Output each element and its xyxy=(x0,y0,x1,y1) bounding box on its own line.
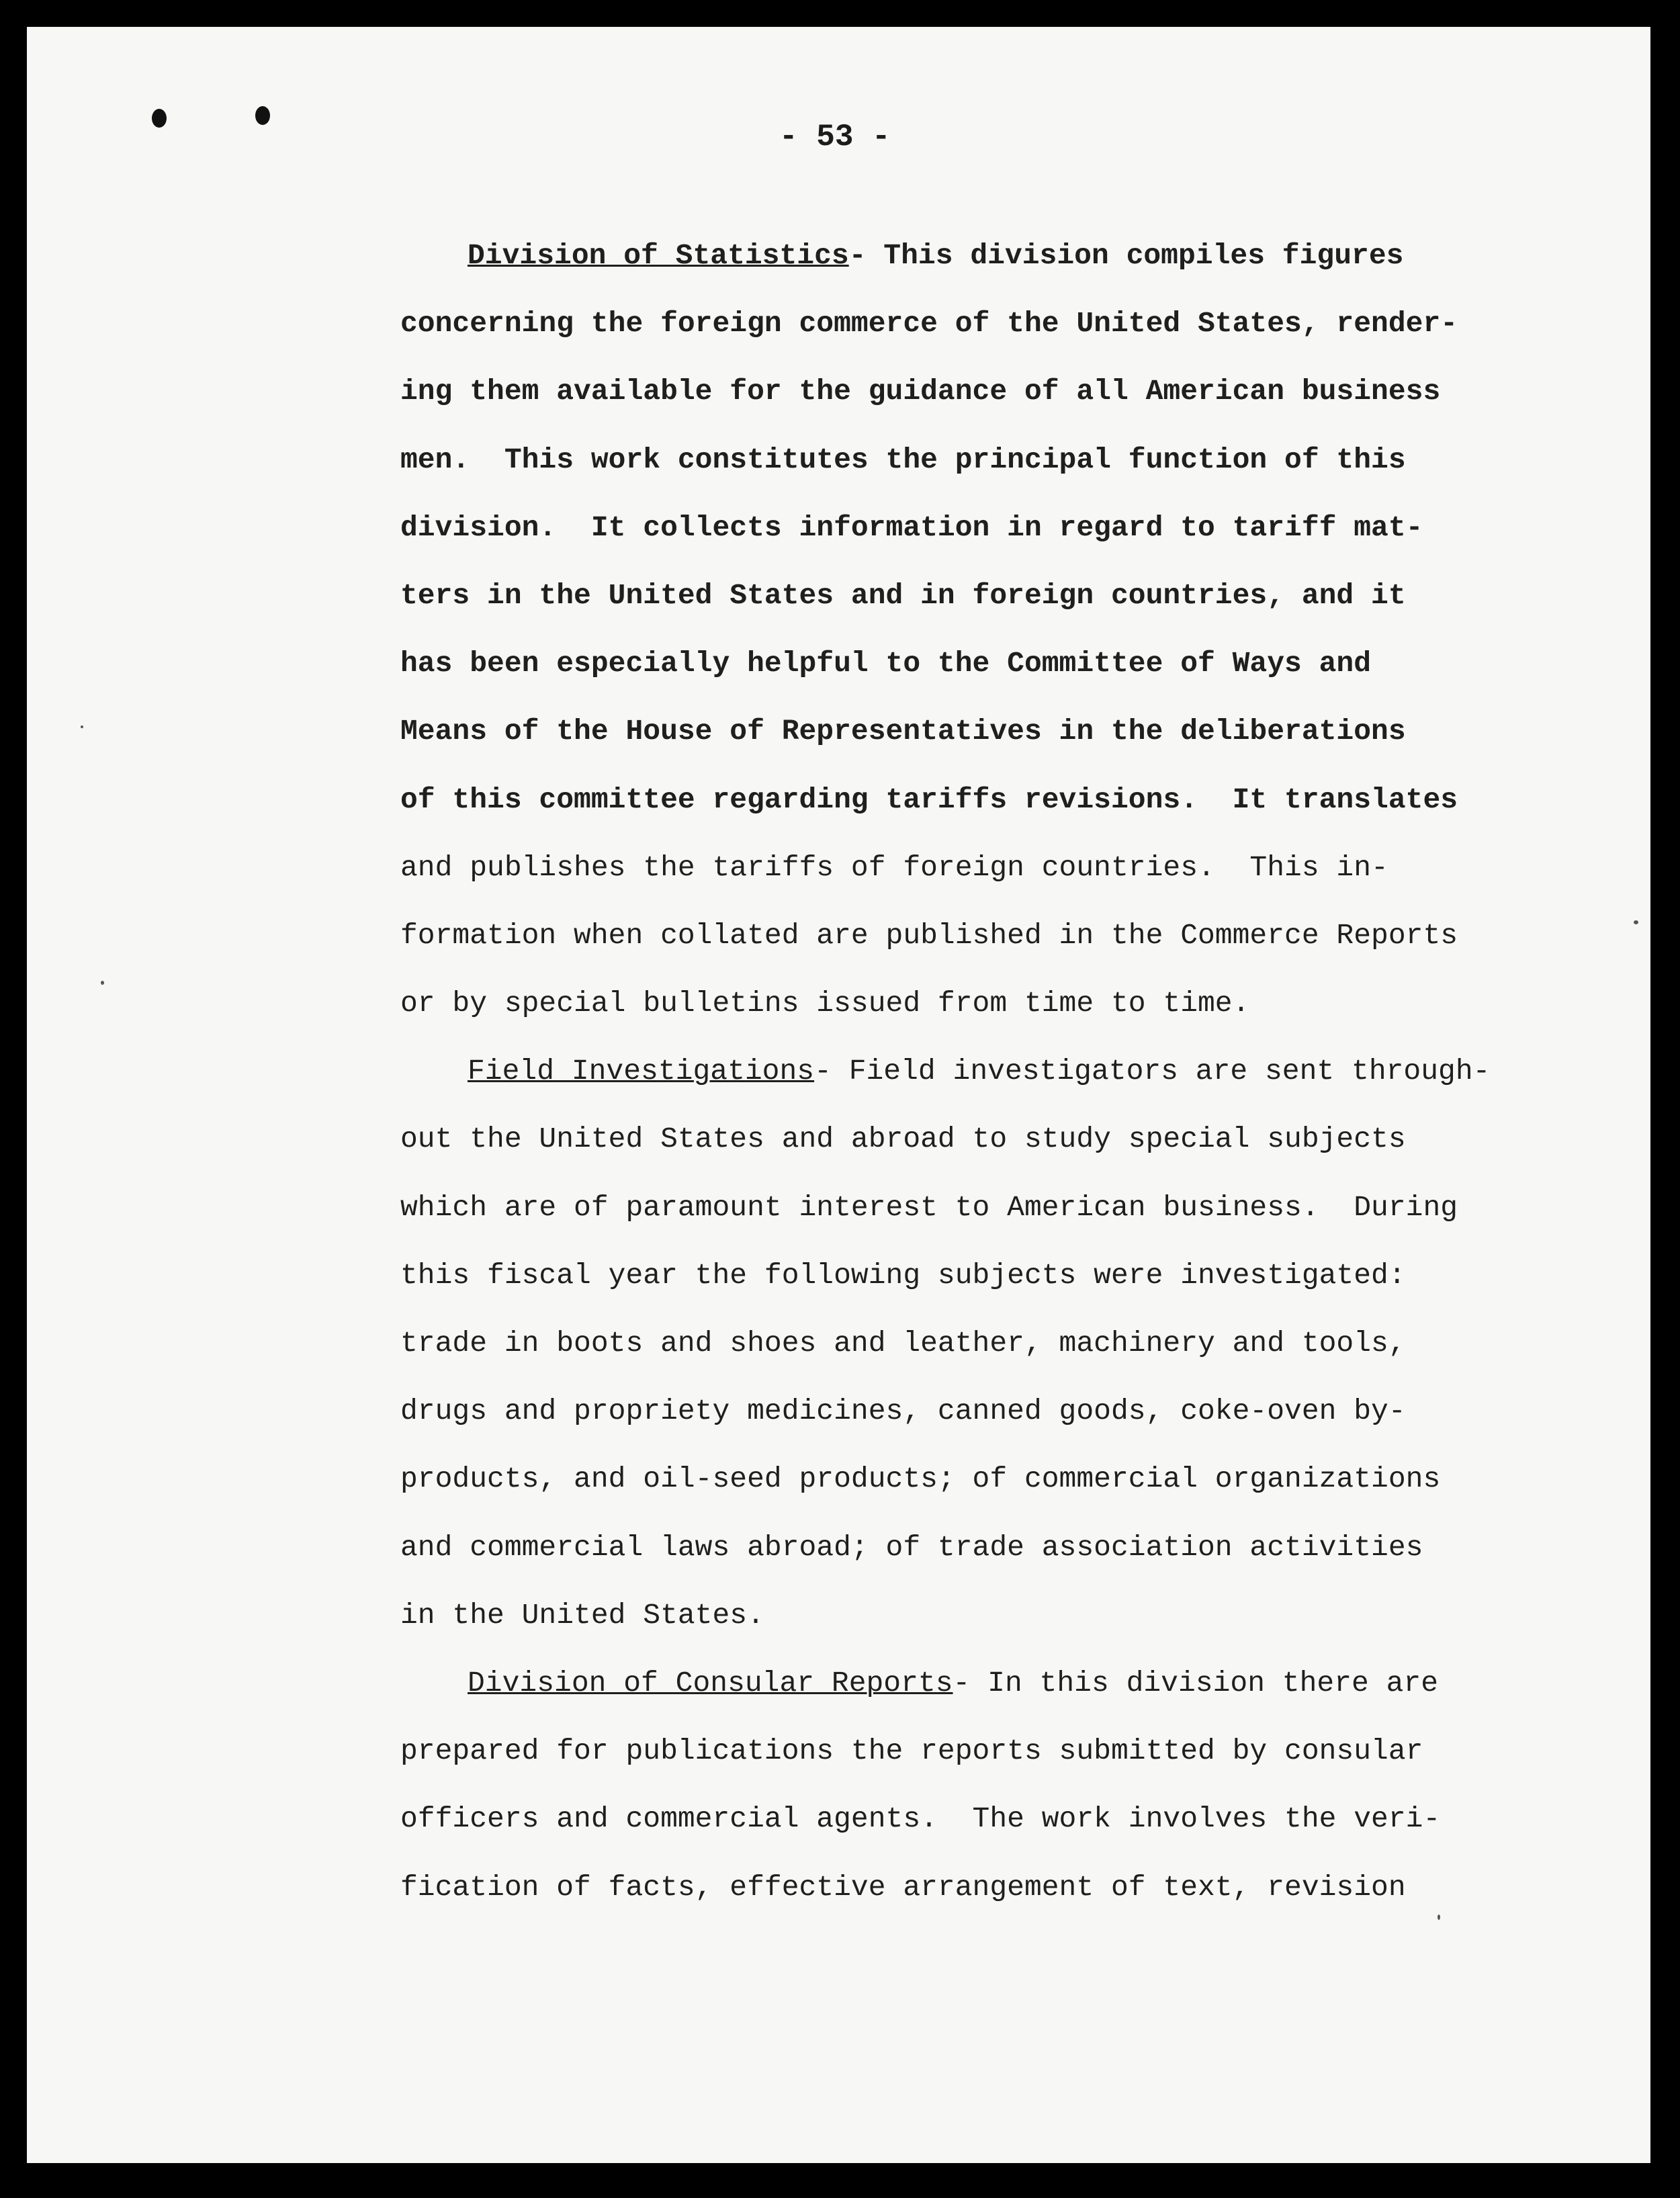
text-line: concerning the foreign commerce of the United States, render- xyxy=(400,307,1458,341)
margin-speck xyxy=(81,726,83,728)
text-line: has been especially helpful to the Committee of Ways and xyxy=(400,647,1372,680)
text-line: ters in the United States and in foreign countries, and it xyxy=(400,578,1406,612)
section-first-line xyxy=(400,1037,1542,1105)
text-line: men. This work constitutes the principal function of this xyxy=(400,443,1406,476)
text-line: in the United States. xyxy=(400,1598,764,1632)
text-line: - In this division there are xyxy=(953,1666,1439,1700)
text-line: this fiscal year the following subjects were investigated: xyxy=(400,1258,1406,1292)
text-line: fication of facts, effective arrangement of text, revision xyxy=(400,1870,1406,1904)
text-line: formation when collated are published in the Commerce Reports xyxy=(400,918,1458,952)
margin-speck xyxy=(101,981,104,985)
text-line: and publishes the tariffs of foreign countries. This in- xyxy=(400,850,1388,884)
section-heading-field-investigations: Field Investigations xyxy=(468,1055,815,1088)
typed-text-body xyxy=(400,222,1542,1921)
punch-hole-right xyxy=(255,106,270,125)
punch-hole-left xyxy=(152,109,167,128)
text-line: division. It collects information in regard to tariff mat- xyxy=(400,511,1423,544)
text-line: of this committee regarding tariffs revisions. It translates xyxy=(400,783,1458,816)
text-line: products, and oil-seed products; of commercial organizations xyxy=(400,1462,1441,1496)
text-line: trade in boots and shoes and leather, machinery and tools, xyxy=(400,1327,1406,1360)
text-line: drugs and propriety medicines, canned goods, coke-oven by- xyxy=(400,1395,1406,1428)
text-line: - Field investigators are sent through- xyxy=(814,1055,1491,1088)
text-line: ing them available for the guidance of all American business xyxy=(400,375,1441,408)
text-line: which are of paramount interest to American business. During xyxy=(400,1190,1458,1224)
text-line: - This division compiles figures xyxy=(848,239,1404,272)
text-line: and commercial laws abroad; of trade association activities xyxy=(400,1530,1423,1564)
text-line: Means of the House of Representatives in the deliberations xyxy=(400,715,1406,748)
text-line: out the United States and abroad to study special subjects xyxy=(400,1123,1406,1156)
section-heading-consular-reports: Division of Consular Reports xyxy=(468,1666,953,1700)
text-line: or by special bulletins issued from time to time. xyxy=(400,987,1250,1020)
text-line: prepared for publications the reports submitted by consular xyxy=(400,1734,1423,1768)
section-first-line xyxy=(400,1649,1542,1717)
section-heading-statistics: Division of Statistics xyxy=(468,239,849,272)
text-line: officers and commercial agents. The work involves the veri- xyxy=(400,1802,1441,1836)
section-first-line xyxy=(400,222,1542,290)
margin-speck xyxy=(1634,920,1638,924)
page-number: - 53 - xyxy=(779,120,891,155)
